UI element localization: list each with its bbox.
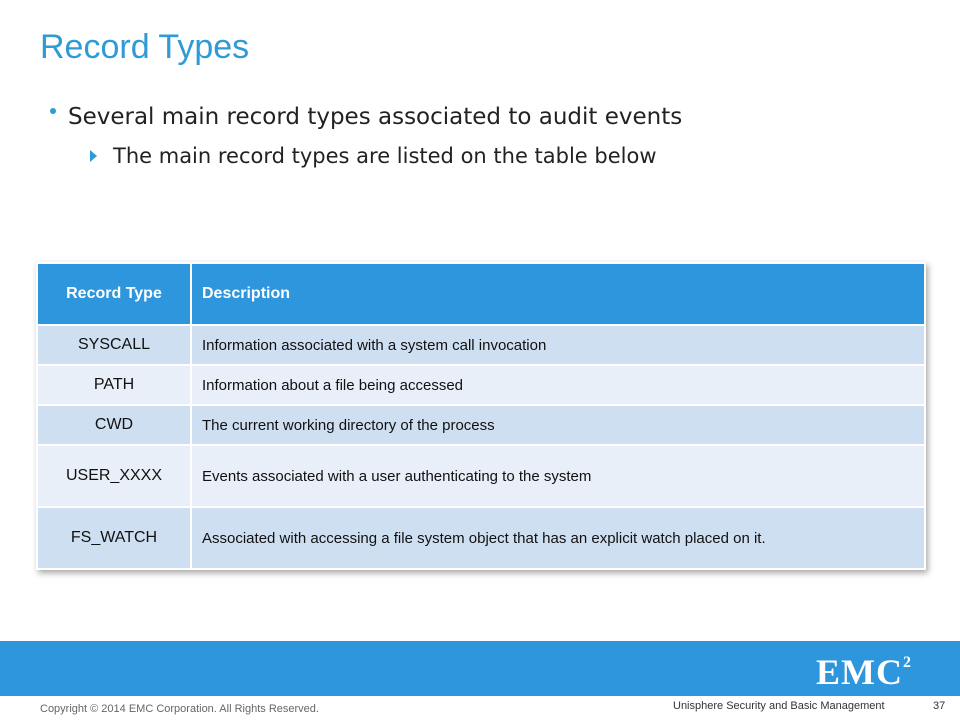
description-cell: The current working directory of the process [191, 405, 925, 445]
table-header-row [37, 263, 925, 325]
header-record-type: Record Type [37, 263, 191, 325]
emc-logo [816, 651, 912, 693]
description-cell: Information associated with a system call invocation [191, 325, 925, 365]
record-type-cell: PATH [37, 365, 191, 405]
bullet-text-1: Several main record types associated to audit events [68, 104, 683, 130]
footer-band [0, 641, 960, 696]
copyright-text: Copyright © 2014 EMC Corporation. All Rights Reserved. [40, 703, 319, 715]
logo-superscript: 2 [903, 654, 912, 671]
header-description: Description [191, 263, 925, 325]
table-row [37, 365, 925, 405]
record-types-table [36, 262, 926, 570]
sub-bullet-item-1 [90, 144, 930, 168]
sub-bullet-text-1: The main record types are listed on the table below [113, 144, 657, 168]
table-row [37, 507, 925, 569]
arrow-right-icon [90, 150, 97, 162]
table-row [37, 445, 925, 507]
record-type-cell: FS_WATCH [37, 507, 191, 569]
record-type-cell: SYSCALL [37, 325, 191, 365]
table-row [37, 405, 925, 445]
bullet-list [50, 104, 930, 168]
description-cell: Events associated with a user authenticating to the system [191, 445, 925, 507]
logo-text: EMC [816, 652, 903, 692]
description-cell: Associated with accessing a file system object that has an explicit watch placed on it. [191, 507, 925, 569]
bullet-dot-icon [50, 108, 56, 114]
page-number: 37 [933, 700, 946, 712]
bullet-item-1 [50, 104, 930, 130]
table-row [37, 325, 925, 365]
record-type-cell: CWD [37, 405, 191, 445]
record-type-cell: USER_XXXX [37, 445, 191, 507]
course-title: Unisphere Security and Basic Management [673, 700, 885, 712]
slide-title: Record Types [40, 28, 250, 66]
description-cell: Information about a file being accessed [191, 365, 925, 405]
